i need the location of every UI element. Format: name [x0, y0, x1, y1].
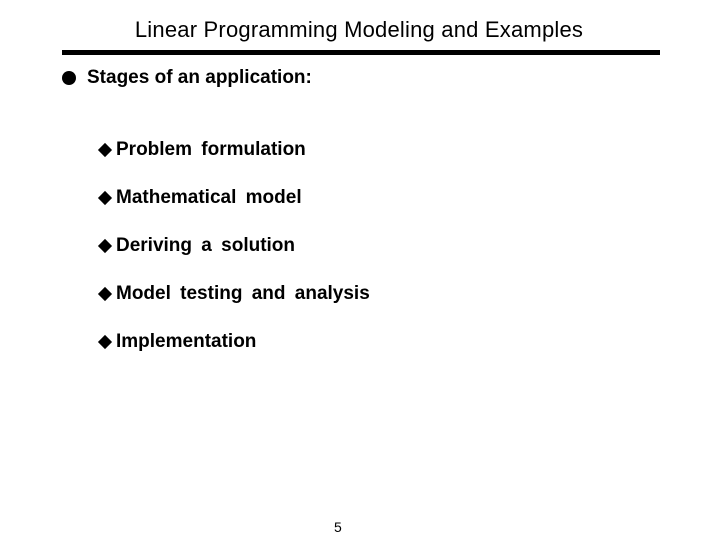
list-item-label: Mathematical model — [116, 187, 302, 208]
list-item-label: Deriving a solution — [116, 235, 296, 256]
circle-bullet-icon — [62, 71, 76, 85]
diamond-bullet-icon — [98, 143, 112, 157]
main-point: Stages of an application: — [87, 67, 312, 88]
slide-title: Linear Programming Modeling and Examples — [134, 17, 584, 42]
diamond-bullet-icon — [98, 287, 112, 301]
list-item-label: Implementation — [116, 331, 257, 352]
diamond-bullet-icon — [98, 239, 112, 253]
list-item-label: Problem formulation — [116, 139, 306, 160]
title-divider — [62, 50, 660, 55]
list-item-label: Model testing and analysis — [116, 283, 370, 304]
diamond-bullet-icon — [98, 335, 112, 349]
diamond-bullet-icon — [98, 191, 112, 205]
page-number: 5 — [334, 519, 342, 535]
